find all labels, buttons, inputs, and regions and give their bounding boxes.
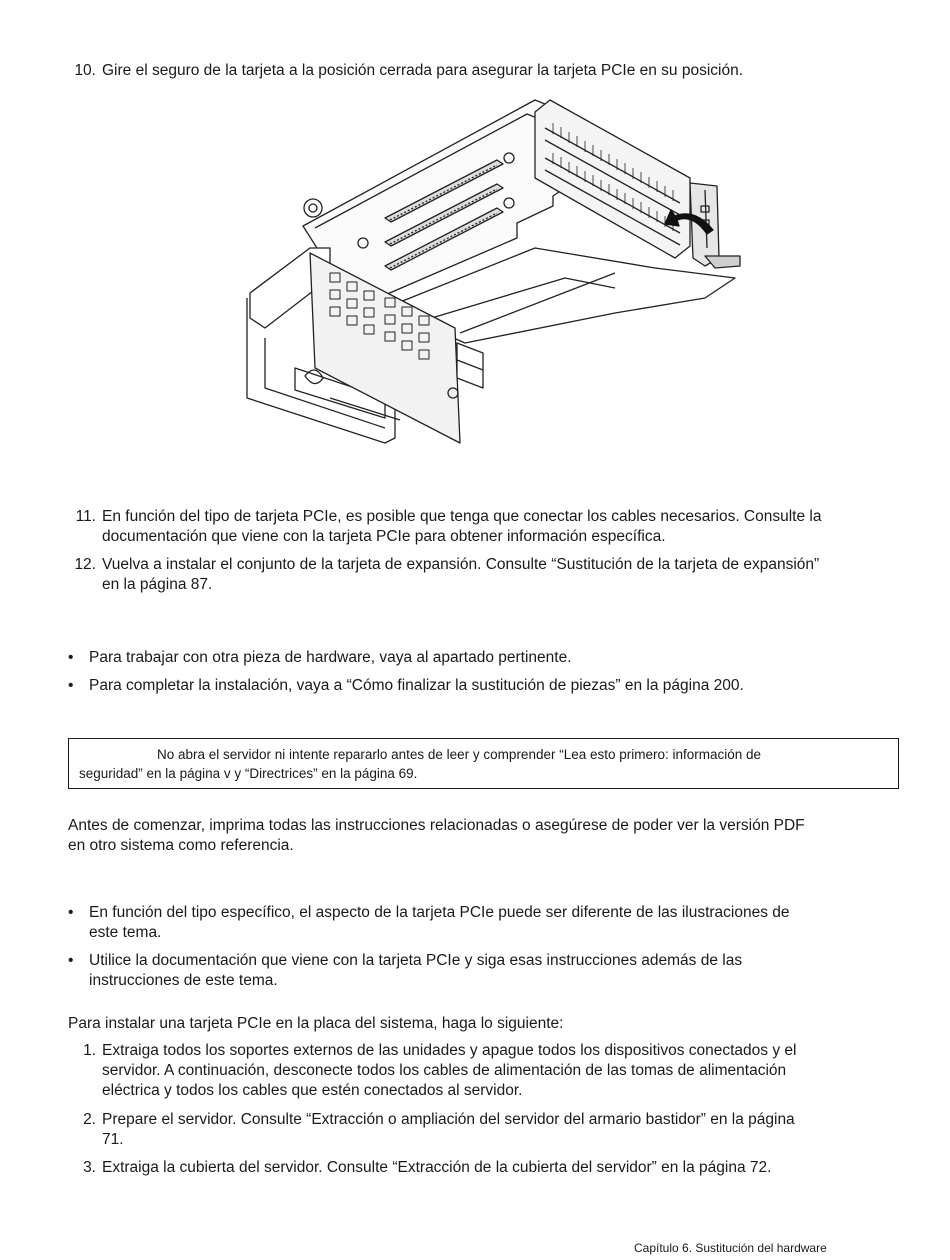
safety-notice-box (68, 738, 899, 789)
step-number: 11. (75, 508, 96, 525)
step-text-line: servidor. A continuación, desconecte todos los cables de alimentación de las tomas de alimentación (102, 1062, 787, 1079)
step-text-line: Vuelva a instalar el conjunto de la tarjeta de expansión. Consulte “Sustitución de la tarjeta de expansión” (102, 556, 820, 573)
paragraph-line: en otro sistema como referencia. (68, 837, 294, 854)
list-item-text: En función del tipo específico, el aspecto de la tarjeta PCIe puede ser diferente de las ilustraciones de (89, 904, 790, 921)
procedure-intro: Para instalar una tarjeta PCIe en la placa del sistema, haga lo siguiente: (68, 1015, 564, 1032)
step-number: 3. (83, 1159, 96, 1176)
list-item-text: este tema. (89, 924, 162, 941)
step-text-line: Extraiga la cubierta del servidor. Consulte “Extracción de la cubierta del servidor” en la página 72. (102, 1159, 772, 1176)
bullet-icon: • (68, 677, 74, 694)
page-footer: Capítulo 6. Sustitución del hardware (634, 1241, 827, 1255)
paragraph-line: Antes de comenzar, imprima todas las instrucciones relacionadas o asegúrese de poder ver la versión PDF (68, 817, 805, 834)
list-item-text: Para completar la instalación, vaya a “Cómo finalizar la sustitución de piezas” en la página 200. (89, 677, 744, 694)
step-number: 12. (74, 556, 96, 573)
list-item-text: Utilice la documentación que viene con la tarjeta PCIe y siga esas instrucciones además de las (89, 952, 743, 969)
step-text: Gire el seguro de la tarjeta a la posición cerrada para asegurar la tarjeta PCIe en su posición. (102, 62, 744, 79)
step-text-line: 71. (102, 1131, 124, 1148)
bullet-icon: • (68, 649, 74, 666)
list-item-text: Para trabajar con otra pieza de hardware, vaya al apartado pertinente. (89, 649, 572, 666)
riser-card-latch-illustration (235, 98, 745, 450)
step-text-line: en la página 87. (102, 576, 213, 593)
intro-paragraph (68, 816, 898, 856)
notice-text-line: No abra el servidor ni intente repararlo antes de leer y comprender “Lea esto primero: información de (157, 747, 762, 762)
step-text-line: Extraiga todos los soportes externos de las unidades y apague todos los dispositivos conectados y el (102, 1042, 797, 1059)
list-item-text: instrucciones de este tema. (89, 972, 278, 989)
step-text-line: En función del tipo de tarjeta PCIe, es posible que tenga que conectar los cables necesarios. Consulte la (102, 508, 822, 525)
bullet-icon: • (68, 952, 74, 969)
step-number: 2. (83, 1111, 96, 1128)
step-text-line: documentación que viene con la tarjeta PCIe para obtener información específica. (102, 528, 666, 545)
step-text-line: eléctrica y todos los cables que estén conectados al servidor. (102, 1082, 523, 1099)
bullet-icon: • (68, 904, 74, 921)
step-text-line: Prepare el servidor. Consulte “Extracción o ampliación del servidor del armario bastidor” en la página (102, 1111, 795, 1128)
step-number: 1. (83, 1042, 96, 1059)
notice-text-line: seguridad” en la página v y “Directrices” en la página 69. (79, 766, 418, 781)
step-number: 10. (74, 62, 96, 79)
